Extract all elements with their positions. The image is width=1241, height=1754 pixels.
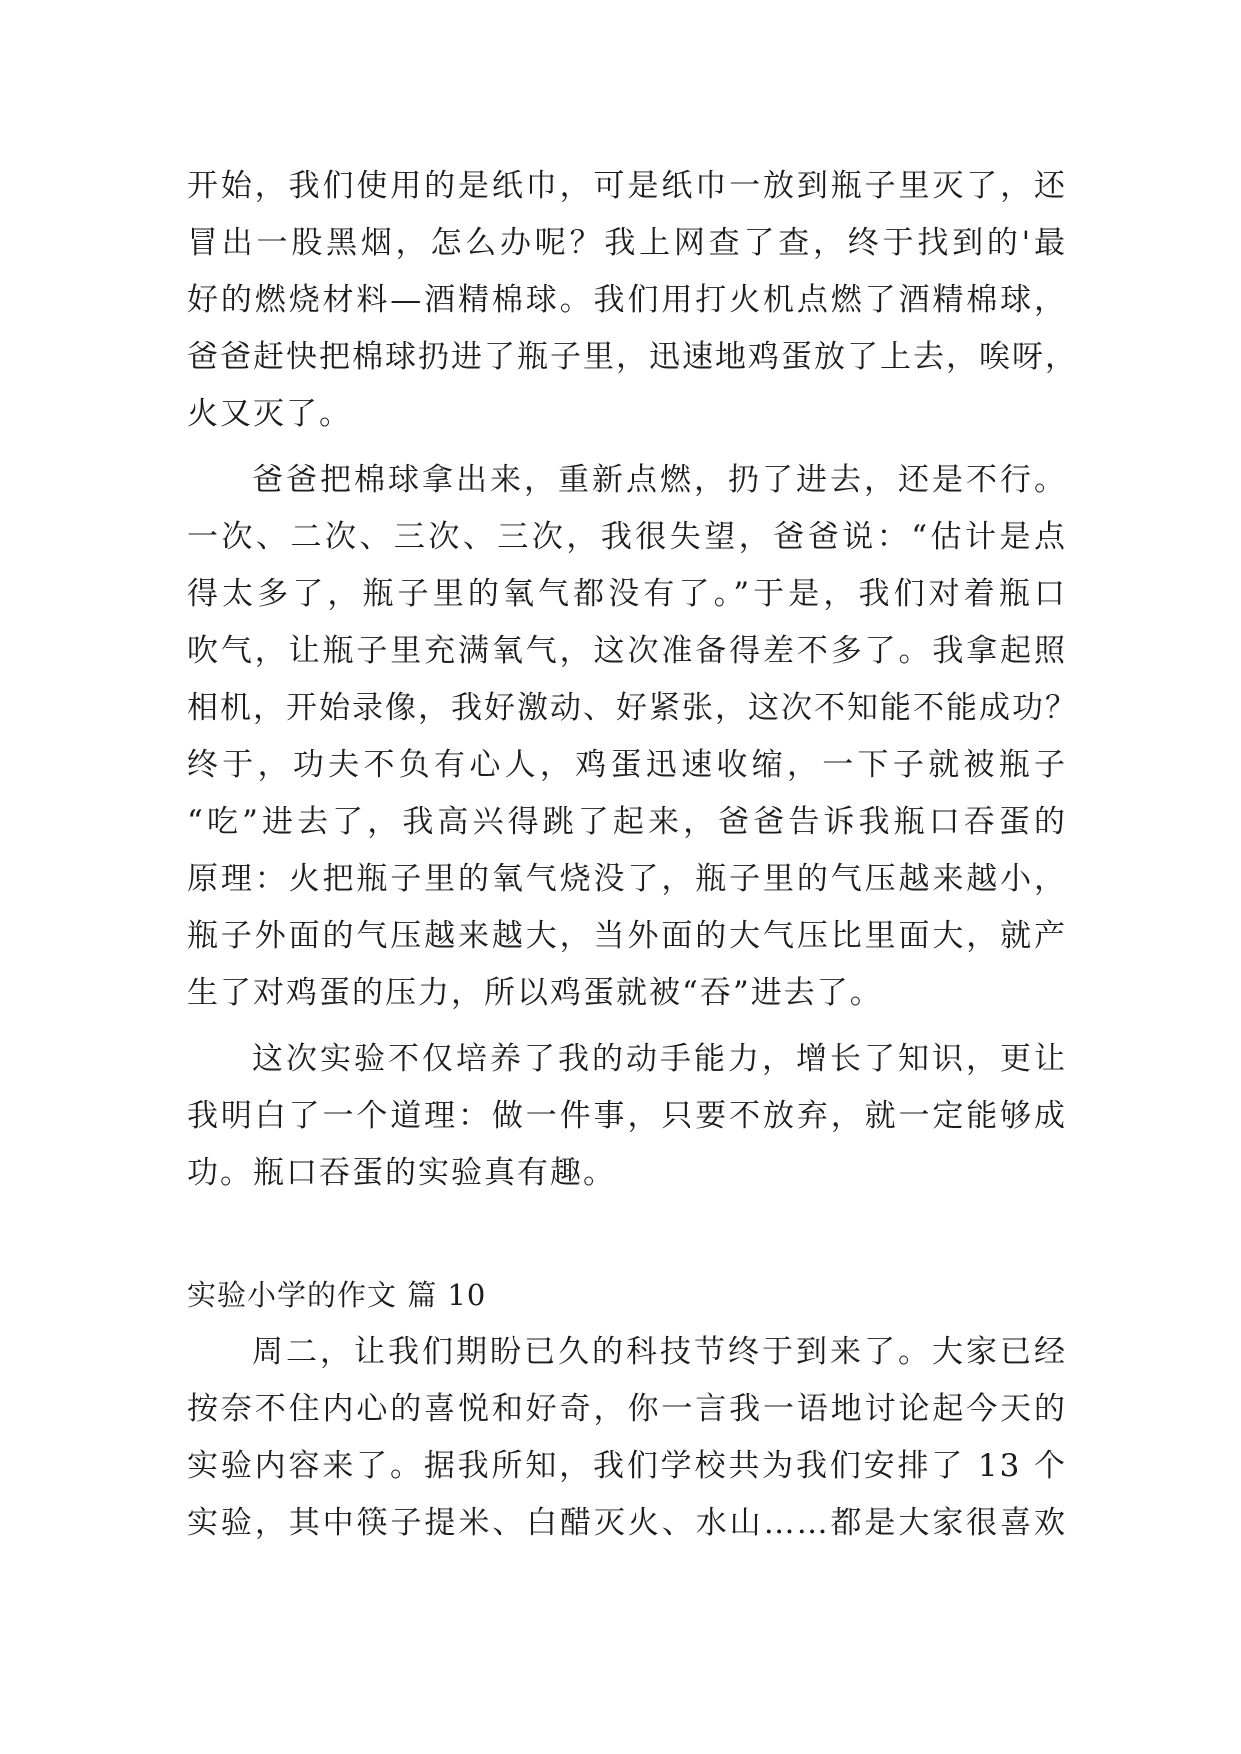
paragraph-line: 功。瓶口吞蛋的实验真有趣。 — [187, 1155, 616, 1191]
paragraph-line: 按奈不住内心的喜悦和好奇，你一言我一语地讨论起今天的 — [187, 1391, 1067, 1427]
paragraph-spacer — [187, 443, 1067, 452]
document-page — [187, 158, 1078, 1552]
paragraph-line: 生了对鸡蛋的压力，所以鸡蛋就被“吞”进去了。 — [187, 975, 883, 1011]
paragraph-line: 瓶子外面的气压越来越大，当外面的大气压比里面大，就产 — [187, 918, 1067, 954]
paragraph-line: 好的燃烧材料—酒精棉球。我们用打火机点燃了酒精棉球， — [187, 282, 1067, 318]
paragraph-line: 周二，让我们期盼已久的科技节终于到来了。大家已经 — [252, 1334, 1067, 1370]
paragraph-4 — [187, 1324, 1067, 1552]
section-heading: 实验小学的作文 篇 10 — [187, 1278, 487, 1312]
paragraph-1 — [187, 158, 1078, 443]
paragraph-line: 这次实验不仅培养了我的动手能力，增长了知识，更让 — [252, 1041, 1067, 1077]
paragraph-line: 实验，其中筷子提米、白醋灭火、水山……都是大家很喜欢 — [187, 1505, 1067, 1541]
paragraph-line: 相机，开始录像，我好激动、好紧张，这次不知能不能成功？ — [187, 690, 1078, 726]
paragraph-3 — [187, 1031, 1067, 1202]
section-spacer — [187, 1202, 1067, 1267]
paragraph-line: 火又灭了。 — [187, 396, 352, 432]
paragraph-line: 终于，功夫不负有心人，鸡蛋迅速收缩，一下子就被瓶子 — [187, 747, 1067, 783]
paragraph-line: 实验内容来了。据我所知，我们学校共为我们安排了 13 个 — [187, 1448, 1067, 1484]
paragraph-line: 得太多了，瓶子里的氧气都没有了。”于是，我们对着瓶口 — [187, 576, 1067, 612]
paragraph-line: 开始，我们使用的是纸巾，可是纸巾一放到瓶子里灭了，还 — [187, 168, 1067, 204]
paragraph-line: 一次、二次、三次、三次，我很失望，爸爸说：“估计是点 — [187, 519, 1067, 555]
paragraph-line: “吃”进去了，我高兴得跳了起来，爸爸告诉我瓶口吞蛋的 — [187, 804, 1067, 840]
paragraph-line: 我明白了一个道理：做一件事，只要不放弃，就一定能够成 — [187, 1098, 1067, 1134]
paragraph-line: 冒出一股黑烟，怎么办呢？我上网查了查，终于找到的'最 — [187, 225, 1067, 261]
paragraph-spacer — [187, 1022, 1067, 1031]
paragraph-line: 爸爸赶快把棉球扔进了瓶子里，迅速地鸡蛋放了上去，唉呀， — [187, 339, 1078, 375]
paragraph-2 — [187, 452, 1078, 1022]
paragraph-line: 爸爸把棉球拿出来，重新点燃，扔了进去，还是不行。 — [252, 462, 1067, 498]
paragraph-line: 吹气，让瓶子里充满氧气，这次准备得差不多了。我拿起照 — [187, 633, 1067, 669]
paragraph-line: 原理：火把瓶子里的氧气烧没了，瓶子里的气压越来越小， — [187, 861, 1067, 897]
